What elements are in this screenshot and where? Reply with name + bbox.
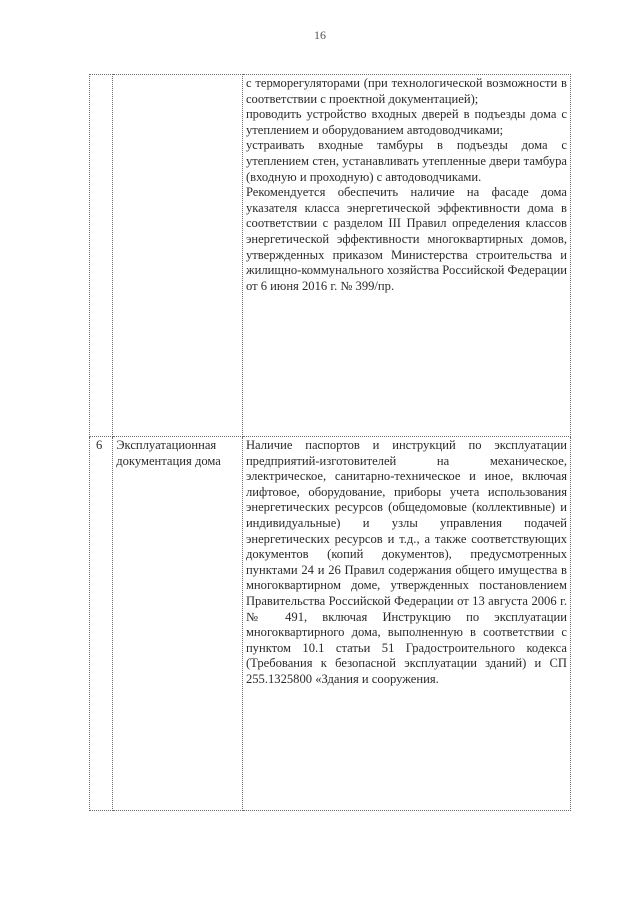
paragraph: проводить устройство входных дверей в подъезды дома с утеплением и оборудованием автодоводчиками; [245, 107, 567, 137]
row-name-cell [113, 75, 243, 437]
row-name-cell [113, 437, 243, 811]
row-number-cell: 6 [90, 437, 113, 811]
table-row [90, 437, 571, 811]
paragraph: Наличие паспортов и инструкций по эксплуатации предприятий-изготовителей на механическое, электрическое, санитарно-техническое и иное, включая лифтовое, оборудование, приборы учета использования энергетических ресурсов (общедомовые (коллективные) и индивидуальные) и узлы управления подачей энергетических ресурсов и т.д., а также соответствующих документов (копий документов), предусмотренных пунктами 24 и 26 Правил содержания общего имущества в многоквартирном доме, утвержденных постановлением Правительства Российской Федерации от 13 августа 2006 г. № 491, включая Инструкцию по эксплуатации многоквартирного дома, выполненную в соответствии с пунктом 10.1 статьи 51 Градостроительного кодекса (Требования к безопасной эксплуатации зданий) и СП 255.1325800 «Здания и сооружения. [245, 438, 567, 686]
table-row [90, 75, 571, 437]
paragraph: Рекомендуется обеспечить наличие на фасаде дома указателя класса энергетической эффективности дома в соответствии с разделом III Правил определения классов энергетической эффективности многоквартирных домов, утвержденных приказом Министерства строительства и жилищно-коммунального хозяйства Российской Федерации от 6 июня 2016 г. № 399/пр. [245, 185, 567, 293]
row-number-cell [90, 75, 113, 437]
requirements-table [89, 74, 571, 811]
page-number: 16 [314, 28, 326, 42]
paragraph: устраивать входные тамбуры в подъезды дома с утеплением стен, устанавливать утепленные двери тамбура (входную и проходную) с автодоводчиками. [245, 138, 567, 184]
row-name-text: Эксплуатационная документация дома [116, 438, 221, 468]
row-text-cell [242, 75, 570, 437]
row-text-cell [242, 437, 570, 811]
paragraph: с терморегуляторами (при технологической возможности в соответствии с проектной документацией); [245, 76, 567, 106]
